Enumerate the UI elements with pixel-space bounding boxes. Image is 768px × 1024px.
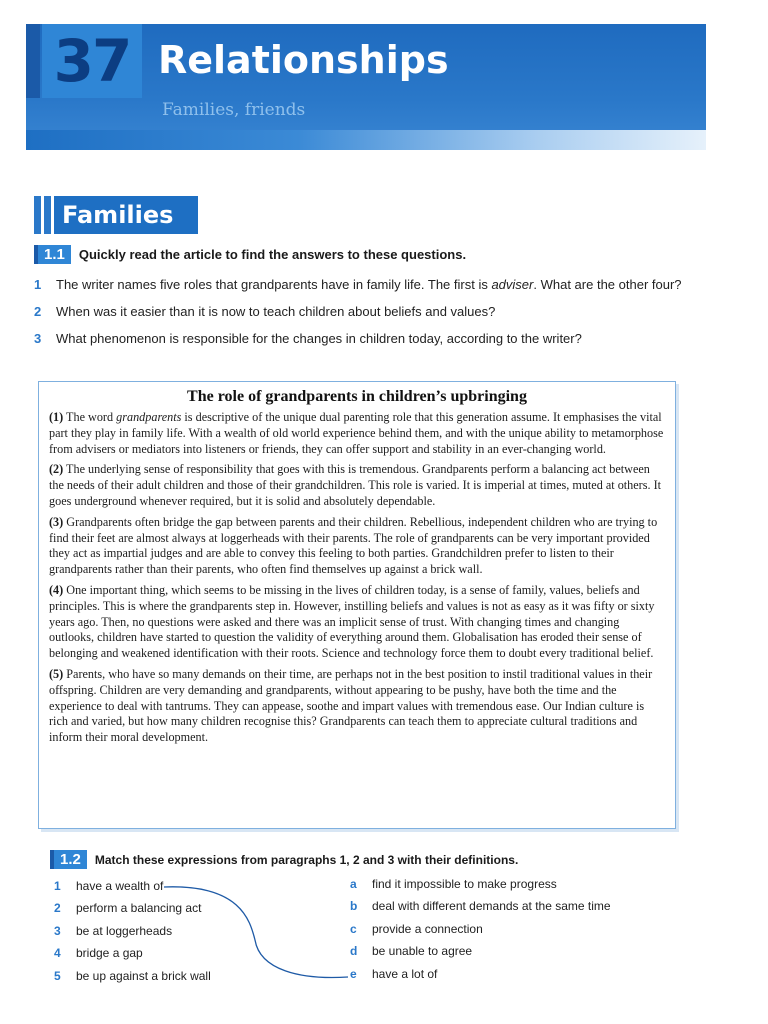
exercise-instruction: Quickly read the article to find the answers to these questions. xyxy=(78,247,467,262)
article-paragraph: (4) One important thing, which seems to be missing in the lives of children today, is a sense of family, values, beliefs and principles. This is where the grandparents step in. However, instilling beliefs and values is not as easy as it was fifty or sixty years ago. Then, no questions were asked and there was an implicit sense of trust. With changing times and changing outlooks, children have started to question the validity of everything around them. Globalisation has eroded their sense of belonging and weakened identification with their roots. Science and technology force them to doubt every traditional belief. xyxy=(49,582,655,661)
list-item xyxy=(34,330,724,348)
list-item: 1 have a wealth of xyxy=(54,879,211,901)
question-list xyxy=(34,276,724,357)
list-item: 5 be up against a brick wall xyxy=(54,969,211,991)
list-item: 3 be at loggerheads xyxy=(54,924,211,946)
section-title: Families xyxy=(54,196,198,234)
expression-text: have a wealth of xyxy=(76,879,164,893)
expression-text: be at loggerheads xyxy=(76,923,173,938)
list-item: d be unable to agree xyxy=(350,944,611,966)
section-accent-bar xyxy=(34,196,41,234)
list-item xyxy=(34,303,724,321)
definition-list xyxy=(350,877,611,989)
definition-text: find it impossible to make progress xyxy=(372,877,557,891)
list-item: 4 bridge a gap xyxy=(54,946,211,968)
expression-text: be up against a brick wall xyxy=(76,968,211,983)
question-text: The writer names five roles that grandparents have in family life. The first is adviser. What are the other four? xyxy=(56,277,682,292)
section-accent-bar xyxy=(44,196,51,234)
article-paragraph: (2) The underlying sense of responsibility that goes with this is tremendous. Grandparents perform a balancing act between the needs of their adult children and those of their grandchildren. This role is varied. It is imperial at times, muted at others. It goes underground whenever required, but it is solid and absolutely dependable. xyxy=(49,462,662,508)
unit-number: 37 xyxy=(42,24,142,98)
list-item xyxy=(34,276,724,294)
exercise-number: 1.2 xyxy=(50,850,87,869)
exercise-1-heading xyxy=(34,245,466,264)
matching-line xyxy=(160,880,360,990)
question-number: 3 xyxy=(34,331,42,346)
definition-text: have a lot of xyxy=(372,966,438,981)
unit-subtitle: Families, friends xyxy=(162,100,306,120)
article-paragraph: (3) Grandparents often bridge the gap between parents and their children. Rebellious, independent children who are trying to find their feet are almost always at loggerheads with their parents. The role of grandparents can be very important provided they act as impartial judges and are able to convey this feeling to both parties. Grandchildren prefer to listen to their grandparents rather than their parents, who often find themselves up against a brick wall. xyxy=(49,514,658,577)
question-number: 2 xyxy=(34,304,42,319)
list-item: e have a lot of xyxy=(350,967,611,989)
list-item: 2 perform a balancing act xyxy=(54,901,211,923)
expression-text: bridge a gap xyxy=(76,946,143,961)
exercise-instruction: Match these expressions from paragraphs 1, 2 and 3 with their definitions. xyxy=(94,852,519,867)
expression-text: perform a balancing act xyxy=(76,901,202,916)
question-text: What phenomenon is responsible for the changes in children today, according to the writer? xyxy=(56,331,582,346)
unit-number-accent xyxy=(26,24,40,98)
banner-gradient-strip xyxy=(26,130,706,150)
exercise-number: 1.1 xyxy=(34,245,71,264)
definition-text: deal with different demands at the same time xyxy=(372,899,611,914)
definition-text: provide a connection xyxy=(372,921,483,936)
article-box xyxy=(38,381,676,829)
list-item: c provide a connection xyxy=(350,922,611,944)
article-paragraph: (1) The word grandparents is descriptive of the unique dual parenting role that this generation assume. It emphasises the vital part they play in family life. With a wealth of old world experience behind them, and with the unique ability to metamorphose from advisers or mediators into listeners or friends, they can offer support and stability in an ever-changing world. xyxy=(49,410,664,456)
article-title: The role of grandparents in children’s upbringing xyxy=(187,388,527,405)
unit-title: Relationships xyxy=(158,38,449,82)
list-item: b deal with different demands at the same time xyxy=(350,899,611,921)
question-text: When was it easier than it is now to teach children about beliefs and values? xyxy=(56,304,496,319)
question-number: 1 xyxy=(34,277,42,292)
list-item: a find it impossible to make progress xyxy=(350,877,611,899)
definition-text: be unable to agree xyxy=(372,944,473,959)
article-paragraph: (5) Parents, who have so many demands on their time, are perhaps not in the best position to instil traditional values in their offspring. Children are very demanding and grandparents, without appearing to be pushy, have both the time and the experience to deal with tantrums. They can appease, soothe and impart values with tremendous ease. Our Indian culture is rich and varied, but how many children recognise this? Grandparents can teach them to appreciate cultural traditions and inform their moral development. xyxy=(49,666,653,745)
exercise-2-heading xyxy=(50,850,518,869)
